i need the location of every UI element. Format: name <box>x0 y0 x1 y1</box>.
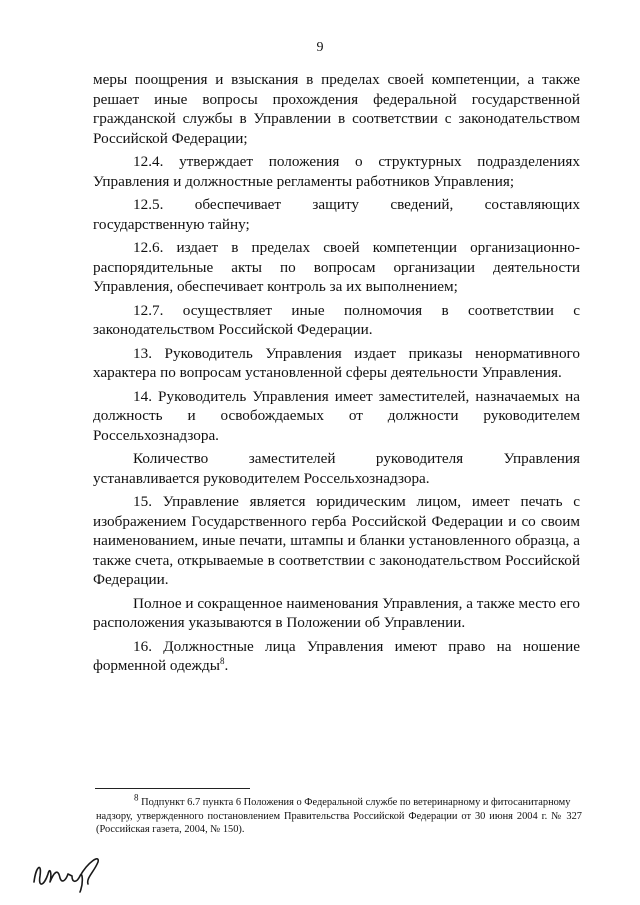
paragraph-6: 14. Руководитель Управления имеет заместителей, назначаемых на должность и освобождаемых от должности руководителем Россельхознадзора. <box>93 387 580 444</box>
paragraph-5: 13. Руководитель Управления издает приказы ненормативного характера по вопросам установленной сферы деятельности Управления. <box>93 344 580 381</box>
paragraph-10 <box>93 637 580 676</box>
footnote-reference: 8 <box>219 655 225 666</box>
paragraph-1: 12.4. утверждает положения о структурных подразделениях Управления и должностные регламенты работников Управления; <box>93 153 580 190</box>
paragraph-7: Количество заместителей руководителя Управления устанавливается руководителем Россельхознадзора. <box>93 450 580 487</box>
paragraph-9: Полное и сокращенное наименования Управления, а также место его расположения указываются в Положении об Управлении. <box>93 594 580 631</box>
handwritten-signature <box>28 852 108 896</box>
footnote-line1: Подпункт 6.7 пункта 6 Положения о Федеральной службе по ветеринарному и фитосанитарному <box>141 797 571 808</box>
paragraph-4: 12.7. осуществляет иные полномочия в соответствии с законодательством Российской Федерации. <box>93 301 580 338</box>
page-number: 9 <box>316 40 324 55</box>
paragraph-3: 12.6. издает в пределах своей компетенции организационно-распорядительные акты по вопросам организации деятельности Управления, обеспечивает контроль за их выполнением; <box>93 239 580 295</box>
paragraph-10-end: . <box>224 657 229 674</box>
footnote-marker: 8 <box>134 792 139 803</box>
paragraph-10-text: 16. Должностные лица Управления имеют право на ношение форменной одежды <box>93 637 580 674</box>
footnote-rest: надзору, утвержденного постановлением Правительства Российской Федерации от 30 июня 2004 г. № 327 (Российская газета, 2004, № 150). <box>96 810 582 835</box>
footnote <box>96 792 582 837</box>
footnote-separator <box>95 788 250 789</box>
footnote-first-line <box>96 792 582 810</box>
paragraph-0: меры поощрения и взыскания в пределах своей компетенции, а также решает иные вопросы прохождения федеральной государственной гражданской службы в Управлении в соответствии с законодательством Российской Федерации; <box>93 71 580 147</box>
paragraph-2: 12.5. обеспечивает защиту сведений, составляющих государственную тайну; <box>93 196 580 233</box>
paragraph-8: 15. Управление является юридическим лицом, имеет печать с изображением Государственного герба Российской Федерации и со своим наименованием, иные печати, штампы и бланки установленного образца, а также счета, открываемые в соответствии с законодательством Российской Федерации. <box>93 493 580 588</box>
document-body <box>93 70 580 680</box>
